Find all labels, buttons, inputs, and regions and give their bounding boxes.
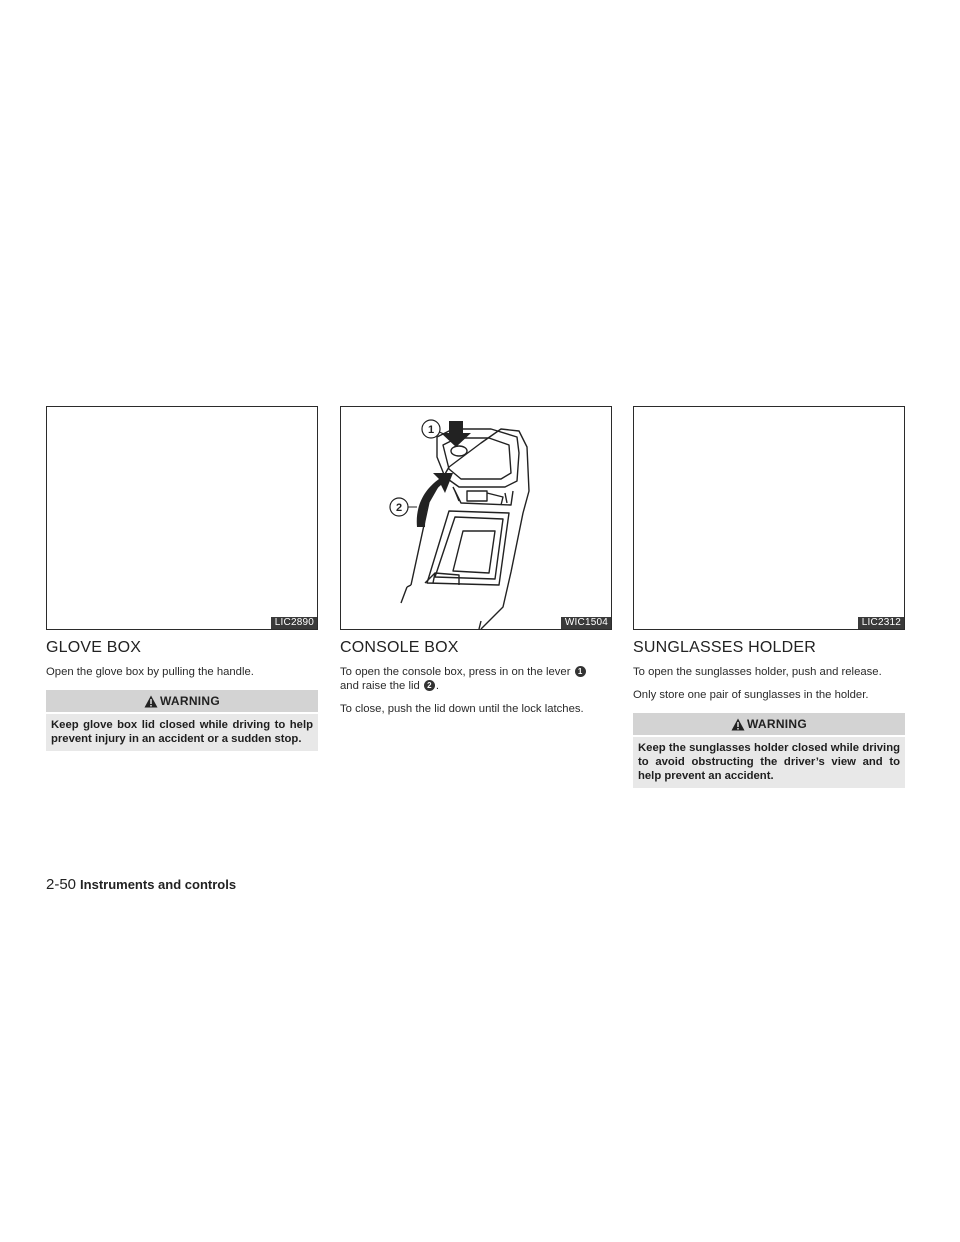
warning-header: [46, 690, 318, 712]
section-heading: SUNGLASSES HOLDER: [633, 639, 817, 656]
warning-box: [633, 713, 905, 788]
raise-arrow: [417, 473, 453, 527]
warning-label: WARNING: [746, 717, 808, 731]
body-text: Only store one pair of sunglasses in the holder.: [633, 689, 869, 701]
console-box-section: [340, 406, 612, 716]
body-text-part: and raise the lid: [340, 680, 420, 692]
callout-2-label: 2: [395, 502, 403, 514]
page-footer: [46, 876, 236, 893]
console-box-illustration: [341, 407, 611, 629]
warning-icon: [731, 718, 745, 731]
body-text-part: To open the console box, press in on the lever: [340, 666, 571, 678]
body-text: To open the sunglasses holder, push and release.: [633, 666, 882, 678]
callout-1-label: 1: [427, 424, 435, 436]
body-text: [340, 665, 612, 693]
glove-box-section: [46, 406, 318, 751]
page-number: 2-50: [46, 876, 77, 893]
section-heading: GLOVE BOX: [46, 639, 142, 656]
warning-text: Keep glove box lid closed while driving to help prevent injury in an accident or a sudden stop.: [46, 714, 318, 751]
body-text: To close, push the lid down until the lock latches.: [340, 703, 584, 715]
warning-label: WARNING: [159, 694, 221, 708]
sunglasses-holder-section: [633, 406, 905, 788]
warning-box: [46, 690, 318, 751]
figure-code: LIC2890: [271, 617, 317, 629]
warning-text: Keep the sunglasses holder closed while driving to avoid obstructing the driver’s view and to help prevent an accident.: [633, 737, 905, 788]
warning-icon: [144, 695, 158, 708]
warning-header: [633, 713, 905, 735]
figure-code: LIC2312: [858, 617, 904, 629]
section-title: Instruments and controls: [80, 877, 237, 892]
section-heading: CONSOLE BOX: [340, 639, 459, 656]
body-text-part: .: [435, 680, 440, 692]
sunglasses-holder-figure: [633, 406, 905, 630]
glove-box-figure: [46, 406, 318, 630]
callout-2-badge: 2: [424, 680, 435, 691]
body-text: Open the glove box by pulling the handle.: [46, 666, 254, 678]
callout-1-badge: 1: [575, 666, 586, 677]
console-box-figure: [340, 406, 612, 630]
figure-code: WIC1504: [561, 617, 611, 629]
